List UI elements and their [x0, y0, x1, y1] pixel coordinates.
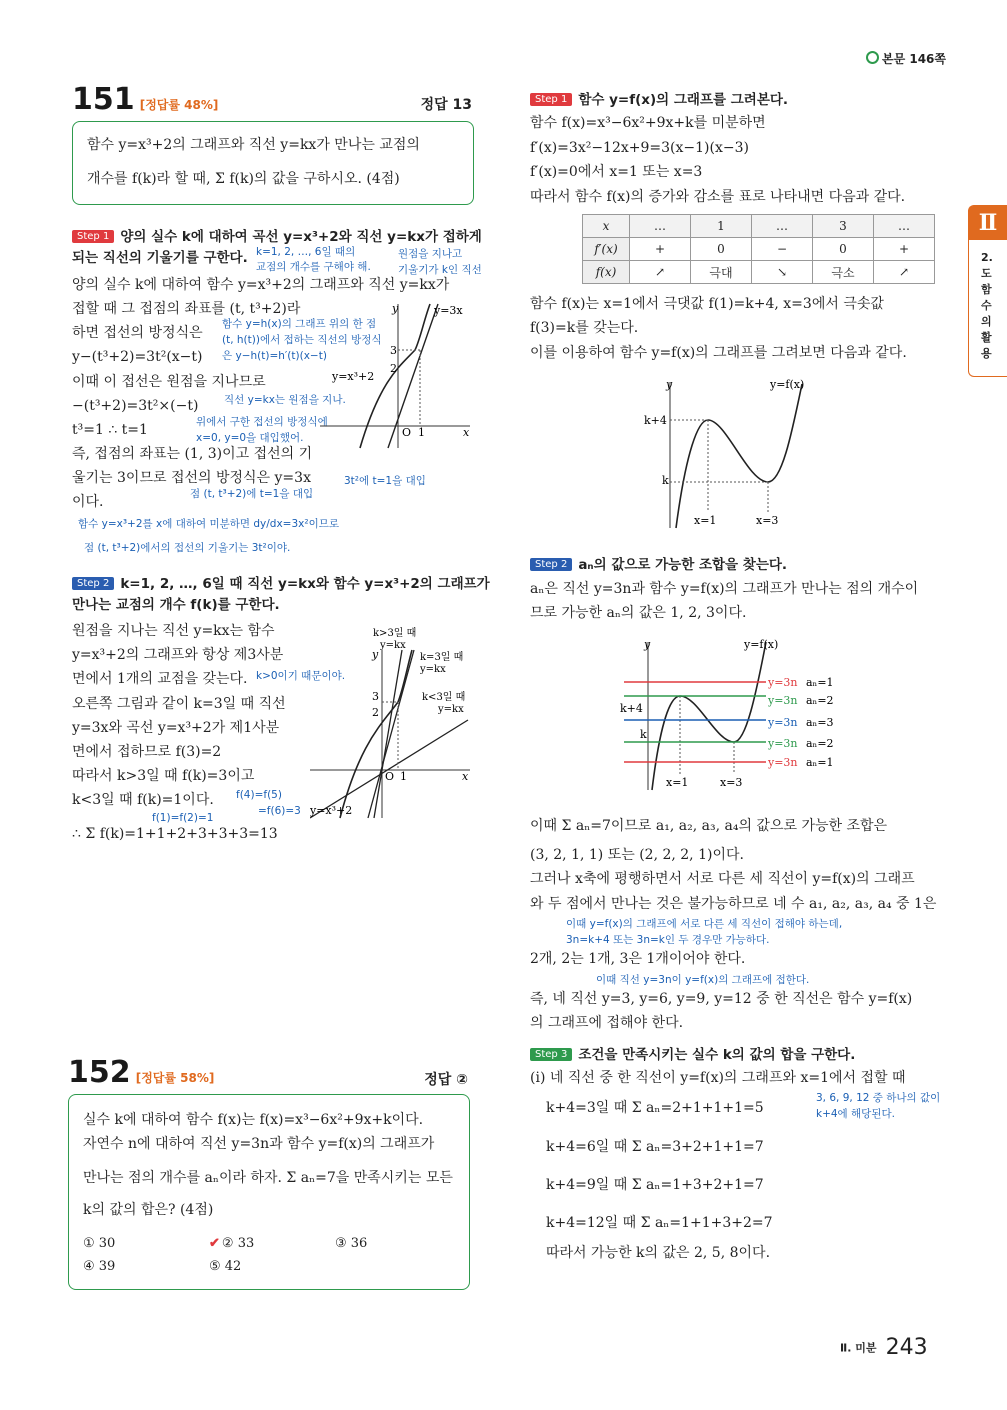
table-row: x … 1 … 3 …: [583, 215, 935, 238]
annotation-note: =f(6)=3: [258, 805, 301, 817]
question-line: 만나는 점의 개수를 aₙ이라 하자. Σ aₙ=7을 만족시키는 모든: [83, 1170, 453, 1186]
step2-heading: [72, 572, 490, 592]
body-line: 이를 이용하여 함수 y=f(x)의 그래프를 그려보면 다음과 같다.: [530, 345, 907, 361]
line-label: k<3일 때: [422, 692, 466, 703]
chapter-title: 2. 도함수의 활용: [981, 251, 993, 360]
x-axis-label: x: [462, 770, 469, 783]
origin-label: O: [385, 770, 395, 783]
annotation-note: 이때 y=f(x)의 그래프에 서로 다른 세 직선이 접해야 하는데,: [566, 918, 843, 930]
tick-label: x=1: [666, 776, 689, 789]
correct-rate: [정답률 58%]: [135, 1071, 215, 1085]
body-line: (3, 2, 1, 1) 또는 (2, 2, 2, 1)이다.: [530, 847, 744, 863]
body-line: 의 그래프에 접해야 한다.: [530, 1015, 684, 1031]
a-value-label: aₙ=2: [806, 694, 834, 707]
line-label: k=3일 때: [420, 652, 464, 663]
problem-number: 152: [68, 1055, 131, 1090]
body-line: 즉, 접점의 좌표는 (1, 3)이고 접선의 기: [72, 446, 313, 462]
curve-label: y=f(x): [744, 638, 779, 651]
step-title: aₙ의 값으로 가능한 조합을 찾는다.: [578, 557, 788, 573]
table-row: f(x) ↗ 극대 ↘ 극소 ↗: [583, 261, 935, 284]
tick-label: 3: [390, 344, 397, 357]
body-line: 따라서 k>3일 때 f(k)=3이고: [72, 768, 255, 784]
annotation-note: 이때 직선 y=3n이 y=f(x)의 그래프에 접한다.: [596, 974, 810, 986]
tick-label: 2: [390, 362, 397, 375]
problem-number: 151: [72, 82, 135, 117]
chapter-roman-numeral: Ⅱ: [969, 206, 1007, 240]
choice-4[interactable]: ④ 39: [83, 1259, 116, 1274]
answer-label: 정답 13: [420, 97, 472, 113]
y-axis-label: y: [644, 638, 651, 651]
tick-label: x=3: [756, 514, 779, 527]
body-line: k+4=3일 때 Σ aₙ=2+1+1+1=5: [546, 1100, 764, 1116]
annotation-note: f(4)=f(5): [236, 789, 282, 801]
body-line: 오른쪽 그림과 같이 k=3일 때 직선: [72, 696, 286, 712]
origin-label: O: [402, 426, 412, 439]
tick-label: 2: [372, 706, 379, 719]
correct-rate: [정답률 48%]: [139, 98, 219, 112]
annotation-note: 직선 y=kx는 원점을 지나.: [224, 394, 346, 406]
annotation-note: 3n=k+4 또는 3n=k인 두 경우만 가능하다.: [566, 934, 770, 946]
body-line: 므로 가능한 aₙ의 값은 1, 2, 3이다.: [530, 605, 747, 621]
question-box-152: [68, 1094, 470, 1290]
question-line: 함수 y=x³+2의 그래프와 직선 y=kx가 만나는 교점의: [87, 137, 420, 153]
line-label: y=3n: [768, 676, 798, 689]
body-line: 즉, 네 직선 y=3, y=6, y=9, y=12 중 한 직선은 함수 y=f(x): [530, 991, 913, 1007]
annotation-note: 3t²에 t=1을 대입: [344, 475, 426, 487]
body-line: 울기는 3이므로 접선의 방정식은 y=3x: [72, 470, 311, 486]
annotation-note: 원점을 지나고: [398, 248, 463, 260]
annotation-note: k>0이기 때문이야.: [256, 670, 346, 682]
tick-label: 3: [372, 690, 379, 703]
step-title: 함수 y=f(x)의 그래프를 그려본다.: [578, 92, 789, 108]
section-label: Ⅱ. 미분: [840, 1341, 877, 1355]
line-label: y=kx: [420, 664, 446, 675]
circle-marker-icon: [866, 51, 879, 64]
annotation-note: 점 (t, t³+2)에 t=1을 대입: [190, 488, 314, 500]
r-step2-heading: [530, 553, 787, 573]
line-label: y=kx: [380, 640, 406, 651]
body-line: −(t³+2)=3t²×(−t): [72, 398, 199, 414]
question-box-151: [72, 121, 474, 205]
question-line: 실수 k에 대하여 함수 f(x)는 f(x)=x³−6x²+9x+k이다.: [83, 1112, 424, 1128]
page-number: 243: [885, 1335, 928, 1360]
body-line: 면에서 1개의 교점을 갖는다.: [72, 671, 248, 687]
tick-label: x=1: [694, 514, 717, 527]
tick-label: k: [640, 728, 647, 741]
y-axis-label: y: [372, 648, 379, 661]
body-line: k<3일 때 f(k)=1이다.: [72, 792, 214, 808]
step-title: 양의 실수 k에 대하여 곡선 y=x³+2와 직선 y=kx가 접하게: [120, 229, 482, 245]
sign-table: [582, 214, 935, 284]
question-line: 자연수 n에 대하여 직선 y=3n과 함수 y=f(x)의 그래프가: [83, 1136, 435, 1152]
annotation-note: k+4에 해당된다.: [816, 1108, 895, 1120]
curve-label: y=x³+2: [332, 370, 375, 383]
step-badge: Step 3: [530, 1048, 572, 1061]
body-line: t³=1 ∴ t=1: [72, 422, 148, 438]
body-line: y−(t³+2)=3t²(x−t): [72, 349, 203, 365]
annotation-note: (t, h(t))에서 접하는 직선의 방정식: [222, 334, 382, 346]
graph-horizontal-lines: [620, 634, 850, 794]
body-line: 이다.: [72, 494, 104, 510]
body-line: k+4=6일 때 Σ aₙ=3+2+1+1=7: [546, 1139, 764, 1155]
a-value-label: aₙ=2: [806, 737, 834, 750]
annotation-note: 위에서 구한 접선의 방정식에: [196, 416, 328, 428]
tick-label: 1: [400, 770, 407, 783]
tick-label: k: [662, 474, 669, 487]
body-line: 함수 f(x)=x³−6x²+9x+k를 미분하면: [530, 115, 766, 131]
y-axis-label: y: [666, 378, 673, 391]
annotation-note: 은 y−h(t)=h′(t)(x−t): [222, 350, 327, 362]
body-line: aₙ은 직선 y=3n과 함수 y=f(x)의 그래프가 만나는 점의 개수이: [530, 581, 919, 597]
body-line: f(3)=k를 갖는다.: [530, 320, 639, 336]
chapter-side-tab[interactable]: [968, 205, 1007, 377]
step-badge: Step 2: [72, 577, 114, 590]
y-axis-label: y: [392, 302, 399, 315]
body-line: k+4=12일 때 Σ aₙ=1+1+3+2=7: [546, 1215, 773, 1231]
body-line: 함수 f(x)는 x=1에서 극댓값 f(1)=k+4, x=3에서 극솟값: [530, 296, 884, 312]
step1-heading: [72, 225, 482, 245]
body-line: 와 두 점에서 만나는 것은 불가능하므로 네 수 a₁, a₂, a₃, a₄ 중 1은: [530, 896, 937, 912]
line-label: y=3n: [768, 694, 798, 707]
question-line: 개수를 f(k)라 할 때, Σ f(k)의 값을 구하시오. (4점): [87, 171, 400, 187]
annotation-note: 교점의 개수를 구해야 해.: [256, 261, 371, 273]
problem-152-header: [68, 1055, 468, 1090]
page-reference: 본문 146쪽: [866, 50, 946, 67]
footer: [840, 1335, 928, 1360]
line-label: y=kx: [438, 704, 464, 715]
step-badge: Step 2: [530, 558, 572, 571]
a-value-label: aₙ=1: [806, 756, 834, 769]
line-label: y=3n: [768, 716, 798, 729]
a-value-label: aₙ=1: [806, 676, 834, 689]
annotation-note: k=1, 2, …, 6일 때의: [256, 246, 356, 258]
annotation-note: x=0, y=0을 대입했어.: [196, 432, 304, 444]
tick-label: k+4: [644, 414, 667, 427]
body-line: k+4=9일 때 Σ aₙ=1+3+2+1=7: [546, 1177, 764, 1193]
r-step3-heading: [530, 1043, 855, 1063]
annotation-note: 3, 6, 9, 12 중 하나의 값이: [816, 1092, 941, 1104]
body-line: 하면 접선의 방정식은: [72, 325, 203, 341]
body-line: f′(x)=0에서 x=1 또는 x=3: [530, 164, 703, 180]
body-line: 원점을 지나는 직선 y=kx는 함수: [72, 623, 275, 639]
annotation-note: 함수 y=x³+2를 x에 대하여 미분하면 dy/dx=3x²이므로: [78, 518, 340, 530]
body-line: 접할 때 그 접점의 좌표를 (t, t³+2)라: [72, 301, 301, 317]
line-label: y=3n: [768, 756, 798, 769]
step-title: k=1, 2, …, 6일 때 직선 y=kx와 함수 y=x³+2의 그래프가: [120, 576, 490, 592]
step-badge: Step 1: [72, 230, 114, 243]
tick-label: x=3: [720, 776, 743, 789]
body-line: f′(x)=3x²−12x+9=3(x−1)(x−3): [530, 140, 749, 156]
body-line: 그러나 x축에 평행하면서 서로 다른 세 직선이 y=f(x)의 그래프: [530, 871, 915, 887]
choice-3[interactable]: ③ 36: [335, 1236, 368, 1251]
body-line: y=3x와 곡선 y=x³+2가 제1사분: [72, 720, 280, 736]
choice-2[interactable]: ✔ ② 33: [209, 1236, 255, 1251]
curve-label: y=x³+2: [310, 804, 353, 817]
tick-label: 1: [418, 426, 425, 439]
problem-151-header: [72, 82, 472, 117]
checkmark-icon: ✔: [209, 1236, 220, 1251]
body-line: 2개, 2는 1개, 3은 1개이어야 한다.: [530, 951, 746, 967]
step-title: 조건을 만족시키는 실수 k의 값의 합을 구한다.: [578, 1047, 856, 1063]
line-label: k>3일 때: [373, 628, 417, 639]
graph-intersections-151: [310, 622, 475, 822]
graph-tangent-151: [320, 300, 475, 450]
body-line: 이때 이 접선은 원점을 지나므로: [72, 374, 266, 390]
step-title-cont: 되는 직선의 기울기를 구한다.: [72, 250, 248, 266]
x-axis-label: x: [463, 426, 470, 439]
tick-label: k+4: [620, 702, 643, 715]
body-line: 양의 실수 k에 대하여 함수 y=x³+2의 그래프와 직선 y=kx가: [72, 277, 450, 293]
line-label: y=3x: [434, 304, 463, 317]
body-line: 따라서 가능한 k의 값은 2, 5, 8이다.: [546, 1245, 771, 1261]
annotation-note: f(1)=f(2)=1: [152, 812, 214, 824]
question-line: k의 값의 합은? (4점): [83, 1202, 214, 1218]
choice-1[interactable]: ① 30: [83, 1236, 116, 1251]
line-label: y=3n: [768, 737, 798, 750]
body-line: y=x³+2의 그래프와 항상 제3사분: [72, 647, 284, 663]
curve-label: y=f(x): [770, 378, 805, 391]
step-badge: Step 1: [530, 93, 572, 106]
annotation-note: 함수 y=h(x)의 그래프 위의 한 점: [222, 318, 377, 330]
body-line: 면에서 접하므로 f(3)=2: [72, 744, 222, 760]
choice-5[interactable]: ⑤ 42: [209, 1259, 242, 1274]
answer-label: 정답 ②: [424, 1072, 468, 1088]
body-line: 이때 Σ aₙ=7이므로 a₁, a₂, a₃, a₄의 값으로 가능한 조합은: [530, 818, 888, 834]
r-step1-heading: [530, 88, 788, 108]
graph-fx: [640, 372, 830, 532]
body-line: (i) 네 직선 중 한 직선이 y=f(x)의 그래프와 x=1에서 접할 때: [530, 1070, 906, 1086]
step-title-cont: 만나는 교점의 개수 f(k)를 구한다.: [72, 597, 280, 613]
body-line: ∴ Σ f(k)=1+1+2+3+3+3=13: [72, 826, 278, 842]
table-row: f′(x) + 0 − 0 +: [583, 238, 935, 261]
body-line: 따라서 함수 f(x)의 증가와 감소를 표로 나타내면 다음과 같다.: [530, 189, 906, 205]
a-value-label: aₙ=3: [806, 716, 834, 729]
annotation-note: 점 (t, t³+2)에서의 접선의 기울기는 3t²이야.: [84, 542, 291, 554]
annotation-note: 기울기가 k인 직선: [398, 264, 482, 276]
